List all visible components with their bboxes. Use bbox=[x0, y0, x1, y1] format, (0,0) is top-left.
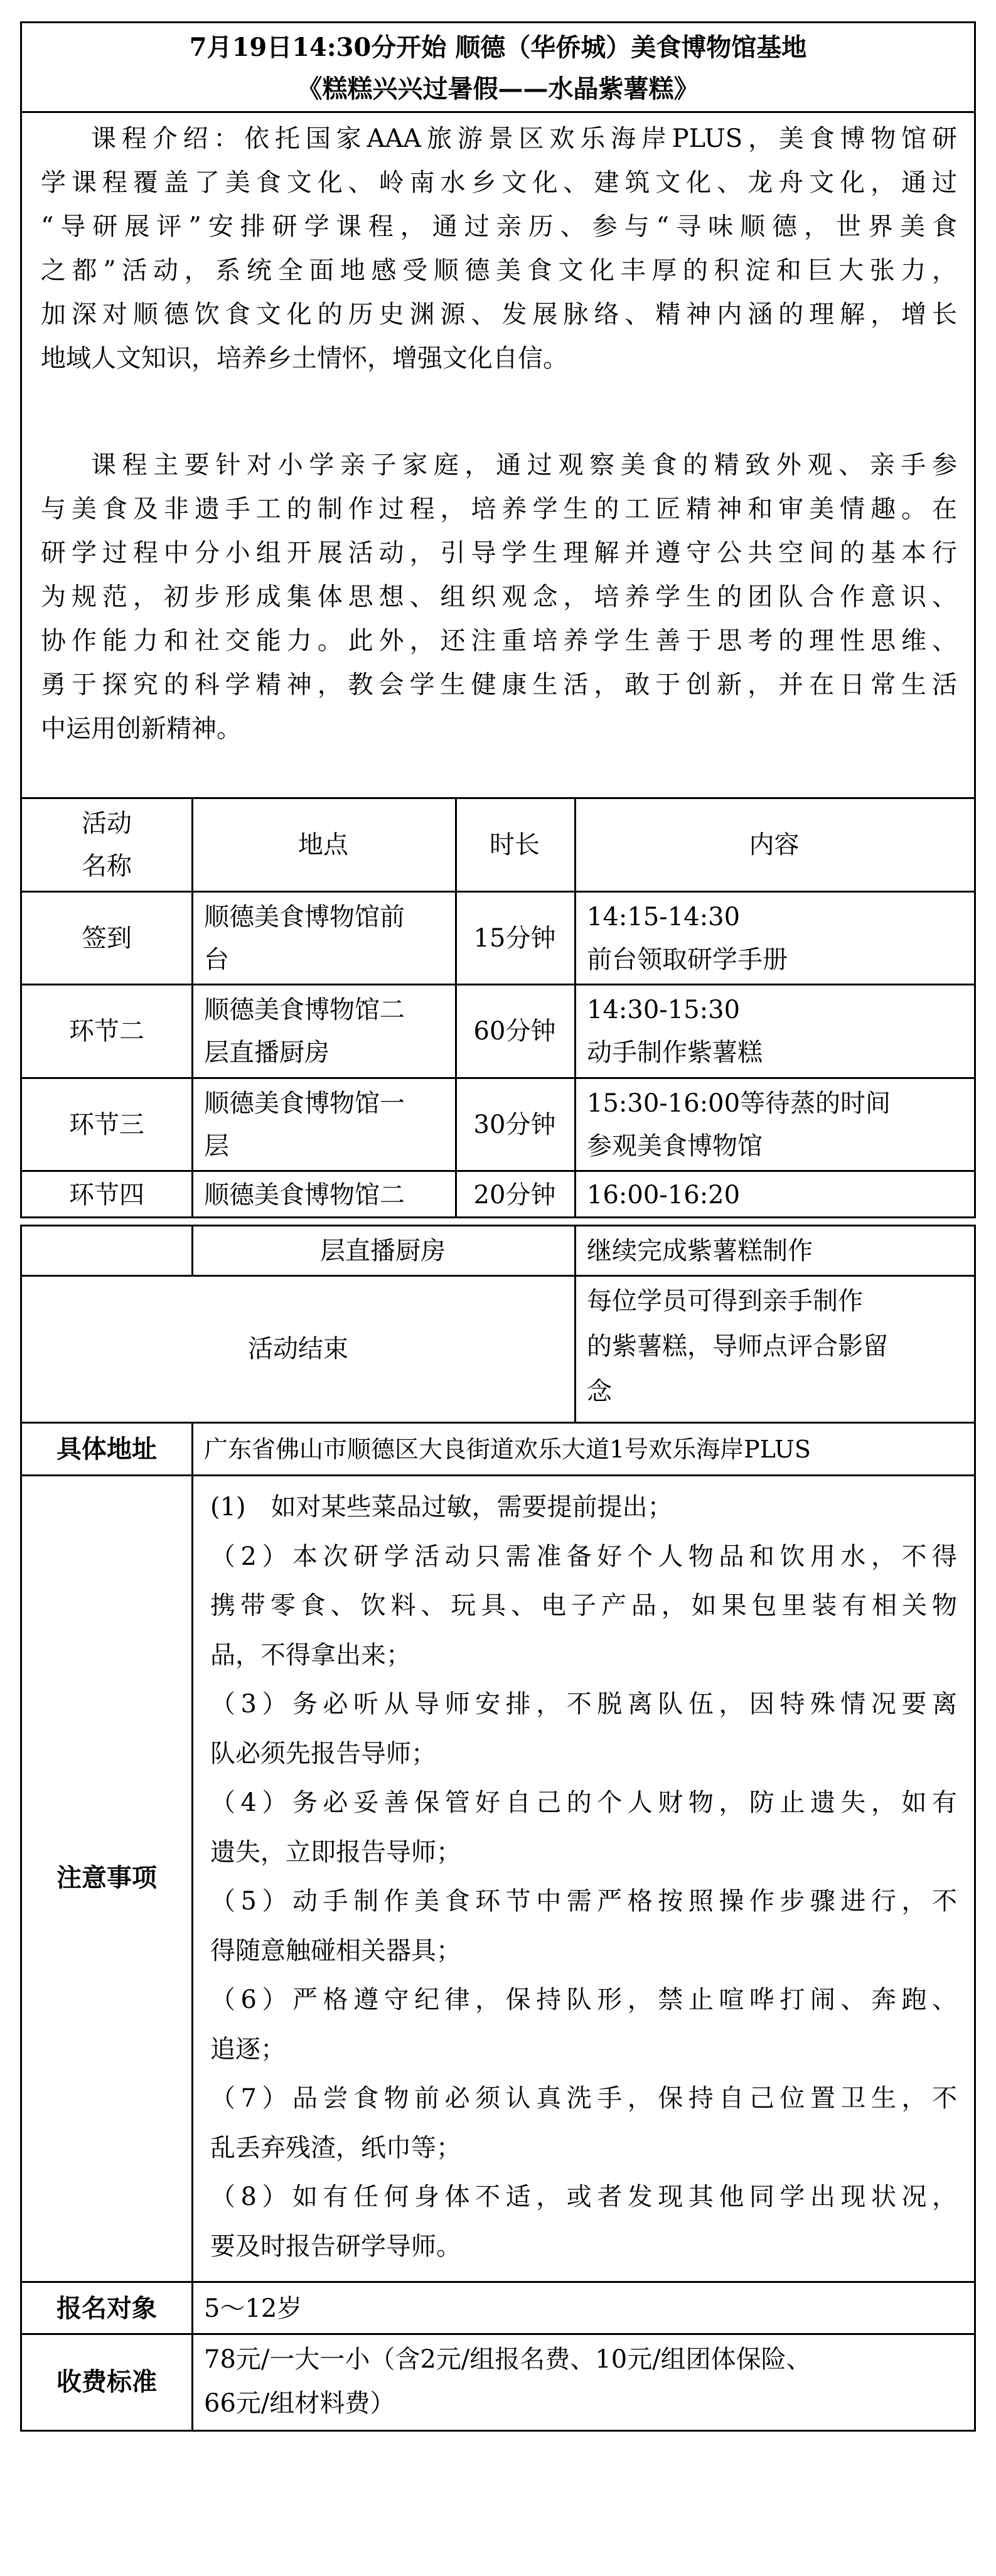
note-line: （8）如有任何身体不适，或者发现其他同学出现状况， bbox=[210, 2182, 957, 2211]
row-content-line-1: 14:30-15:30 bbox=[587, 996, 741, 1024]
notes-row bbox=[20, 1476, 976, 2283]
intro-p2-line: 勇于探究的科学精神，教会学生健康生活，敢于创新，并在日常生活 bbox=[41, 670, 957, 699]
activity-end-line: 每位学员可得到亲手制作 bbox=[587, 1287, 863, 1316]
row-duration: 15分钟 bbox=[473, 924, 556, 953]
row-content-line-2: 参观美食博物馆 bbox=[587, 1132, 763, 1161]
notes-label: 注意事项 bbox=[56, 1863, 157, 1892]
note-line: 携带零食、饮料、玩具、电子产品，如果包里装有相关物 bbox=[210, 1591, 957, 1620]
header-line-1: 7月19日14:30分开始 顺德（华侨城）美食博物馆基地 bbox=[189, 33, 807, 62]
header-line-2: 《糕糕兴兴过暑假——水晶紫薯糕》 bbox=[297, 74, 699, 104]
row-duration: 30分钟 bbox=[473, 1110, 556, 1139]
table-row bbox=[20, 1079, 976, 1172]
note-line: 队必须先报告导师； bbox=[210, 1739, 436, 1768]
intro-p1-line: “导研展评”安排研学课程，通过亲历、参与“寻味顺德，世界美食 bbox=[41, 212, 957, 241]
row-content-line-2: 前台领取研学手册 bbox=[587, 945, 788, 974]
row-place-line-2: 台 bbox=[204, 945, 229, 974]
enroll-row bbox=[20, 2283, 976, 2335]
intro-p2-line: 课程主要针对小学亲子家庭，通过观察美食的精致外观、亲手参 bbox=[91, 451, 957, 480]
intro-p2-line: 中运用创新精神。 bbox=[41, 714, 242, 743]
col-header-duration: 时长 bbox=[490, 830, 540, 859]
col-header-name-2: 名称 bbox=[82, 852, 132, 881]
course-sheet bbox=[20, 21, 976, 2557]
row-duration: 20分钟 bbox=[473, 1181, 556, 1210]
row-place-line-1: 顺德美食博物馆二 bbox=[204, 1181, 405, 1210]
fee-line: 78元/一大一小（含2元/组报名费、10元/组团体保险、 bbox=[204, 2345, 811, 2374]
intro-p1-line: 地域人文知识，培养乡土情怀，增强文化自信。 bbox=[41, 344, 568, 373]
col-header-place: 地点 bbox=[298, 830, 348, 859]
intro-paragraph-1 bbox=[41, 117, 957, 380]
col-header-name-1: 活动 bbox=[82, 809, 132, 838]
table-row bbox=[20, 985, 976, 1079]
row-place-line-2: 层直播厨房 bbox=[204, 1038, 329, 1067]
row-activity-name: 环节二 bbox=[69, 1017, 144, 1046]
note-line: 追逐； bbox=[210, 2034, 286, 2064]
activity-end-row bbox=[20, 1277, 976, 1424]
note-line: （2）本次研学活动只需准备好个人物品和饮用水，不得 bbox=[210, 1542, 957, 1571]
row-place-line-1: 顺德美食博物馆二 bbox=[204, 996, 405, 1024]
row-place-line-2: 层 bbox=[204, 1132, 229, 1161]
note-line: 得随意触碰相关器具； bbox=[210, 1936, 461, 1965]
activity-end-label: 活动结束 bbox=[248, 1334, 348, 1363]
row-place-line-1: 顺德美食博物馆前 bbox=[204, 903, 405, 931]
note-line: （6）严格遵守纪律，保持队形，禁止喧哗打闹、奔跑、 bbox=[210, 1985, 957, 2014]
enroll-value: 5～12岁 bbox=[204, 2294, 303, 2323]
note-line: （3）务必听从导师安排，不脱离队伍，因特殊情况要离 bbox=[210, 1690, 957, 1719]
header-block bbox=[20, 21, 976, 113]
note-line: 乱丢弃残渣，纸巾等； bbox=[210, 2133, 461, 2162]
intro-p1-line: 学课程覆盖了美食文化、岭南水乡文化、建筑文化、龙舟文化，通过 bbox=[41, 168, 957, 197]
intro-paragraph-2 bbox=[41, 443, 957, 751]
row-content-line-1: 15:30-16:00等待蒸的时间 bbox=[587, 1089, 891, 1118]
row-content-line-2: 动手制作紫薯糕 bbox=[587, 1038, 763, 1067]
note-line: （5）动手制作美食环节中需严格按照操作步骤进行，不 bbox=[210, 1887, 957, 1916]
note-line: （4）务必妥善保管好自己的个人财物，防止遗失，如有 bbox=[210, 1788, 957, 1817]
intro-p1-line: 之都”活动，系统全面地感受顺德美食文化丰厚的积淀和巨大张力， bbox=[41, 256, 957, 285]
row-activity-name: 签到 bbox=[82, 924, 132, 953]
intro-p2-line: 研学过程中分小组开展活动，引导学生理解并遵守公共空间的基本行 bbox=[41, 539, 957, 567]
intro-p2-line: 与美食及非遗手工的制作过程，培养学生的工匠精神和审美情趣。在 bbox=[41, 495, 957, 523]
enroll-label: 报名对象 bbox=[56, 2294, 157, 2323]
row-content-line-1: 14:15-14:30 bbox=[587, 903, 741, 931]
col-header-content: 内容 bbox=[749, 830, 800, 859]
intro-p2-line: 为规范，初步形成集体思想、组织观念，培养学生的团队合作意识、 bbox=[41, 582, 957, 611]
intro-p1-line: 课程介绍：依托国家AAA旅游景区欢乐海岸PLUS，美食博物馆研 bbox=[91, 124, 957, 153]
table-row-continued bbox=[20, 1225, 976, 1277]
row-activity-name: 环节三 bbox=[69, 1110, 144, 1139]
row-place-line-1: 顺德美食博物馆一 bbox=[204, 1089, 405, 1118]
table-row bbox=[20, 893, 976, 985]
fee-label: 收费标准 bbox=[56, 2367, 157, 2396]
row-content-line-1: 16:00-16:20 bbox=[587, 1181, 741, 1210]
note-line: 要及时报告研学导师。 bbox=[210, 2231, 461, 2261]
intro-block bbox=[20, 113, 976, 799]
row-place-line-2: 层直播厨房 bbox=[320, 1237, 446, 1265]
note-line: (1) 如对某些菜品过敏，需要提前提出； bbox=[210, 1493, 673, 1521]
intro-p2-line: 协作能力和社交能力。此外，还注重培养学生善于思考的理性思维、 bbox=[41, 626, 957, 655]
fee-line: 66元/组材料费） bbox=[204, 2389, 395, 2418]
note-line: 遗失，立即报告导师； bbox=[210, 1837, 461, 1867]
intro-p1-line: 加深对顺德饮食文化的历史渊源、发展脉络、精神内涵的理解，增长 bbox=[41, 300, 957, 329]
note-line: 品，不得拿出来； bbox=[210, 1640, 411, 1670]
address-row bbox=[20, 1424, 976, 1476]
note-line: （7）品尝食物前必须认真洗手，保持自己位置卫生，不 bbox=[210, 2084, 957, 2113]
table-row bbox=[20, 1172, 976, 1218]
fee-row bbox=[20, 2335, 976, 2432]
activity-end-line: 的紫薯糕，导师点评合影留 bbox=[587, 1332, 888, 1361]
address-label: 具体地址 bbox=[56, 1434, 157, 1464]
notes-list bbox=[210, 1483, 957, 2271]
row-content-line-2: 继续完成紫薯糕制作 bbox=[587, 1237, 813, 1265]
row-duration: 60分钟 bbox=[473, 1017, 556, 1046]
address-value: 广东省佛山市顺德区大良街道欢乐大道1号欢乐海岸PLUS bbox=[204, 1436, 811, 1463]
row-activity-name: 环节四 bbox=[69, 1181, 144, 1210]
schedule-header-row bbox=[20, 799, 976, 893]
activity-end-line: 念 bbox=[587, 1377, 612, 1406]
